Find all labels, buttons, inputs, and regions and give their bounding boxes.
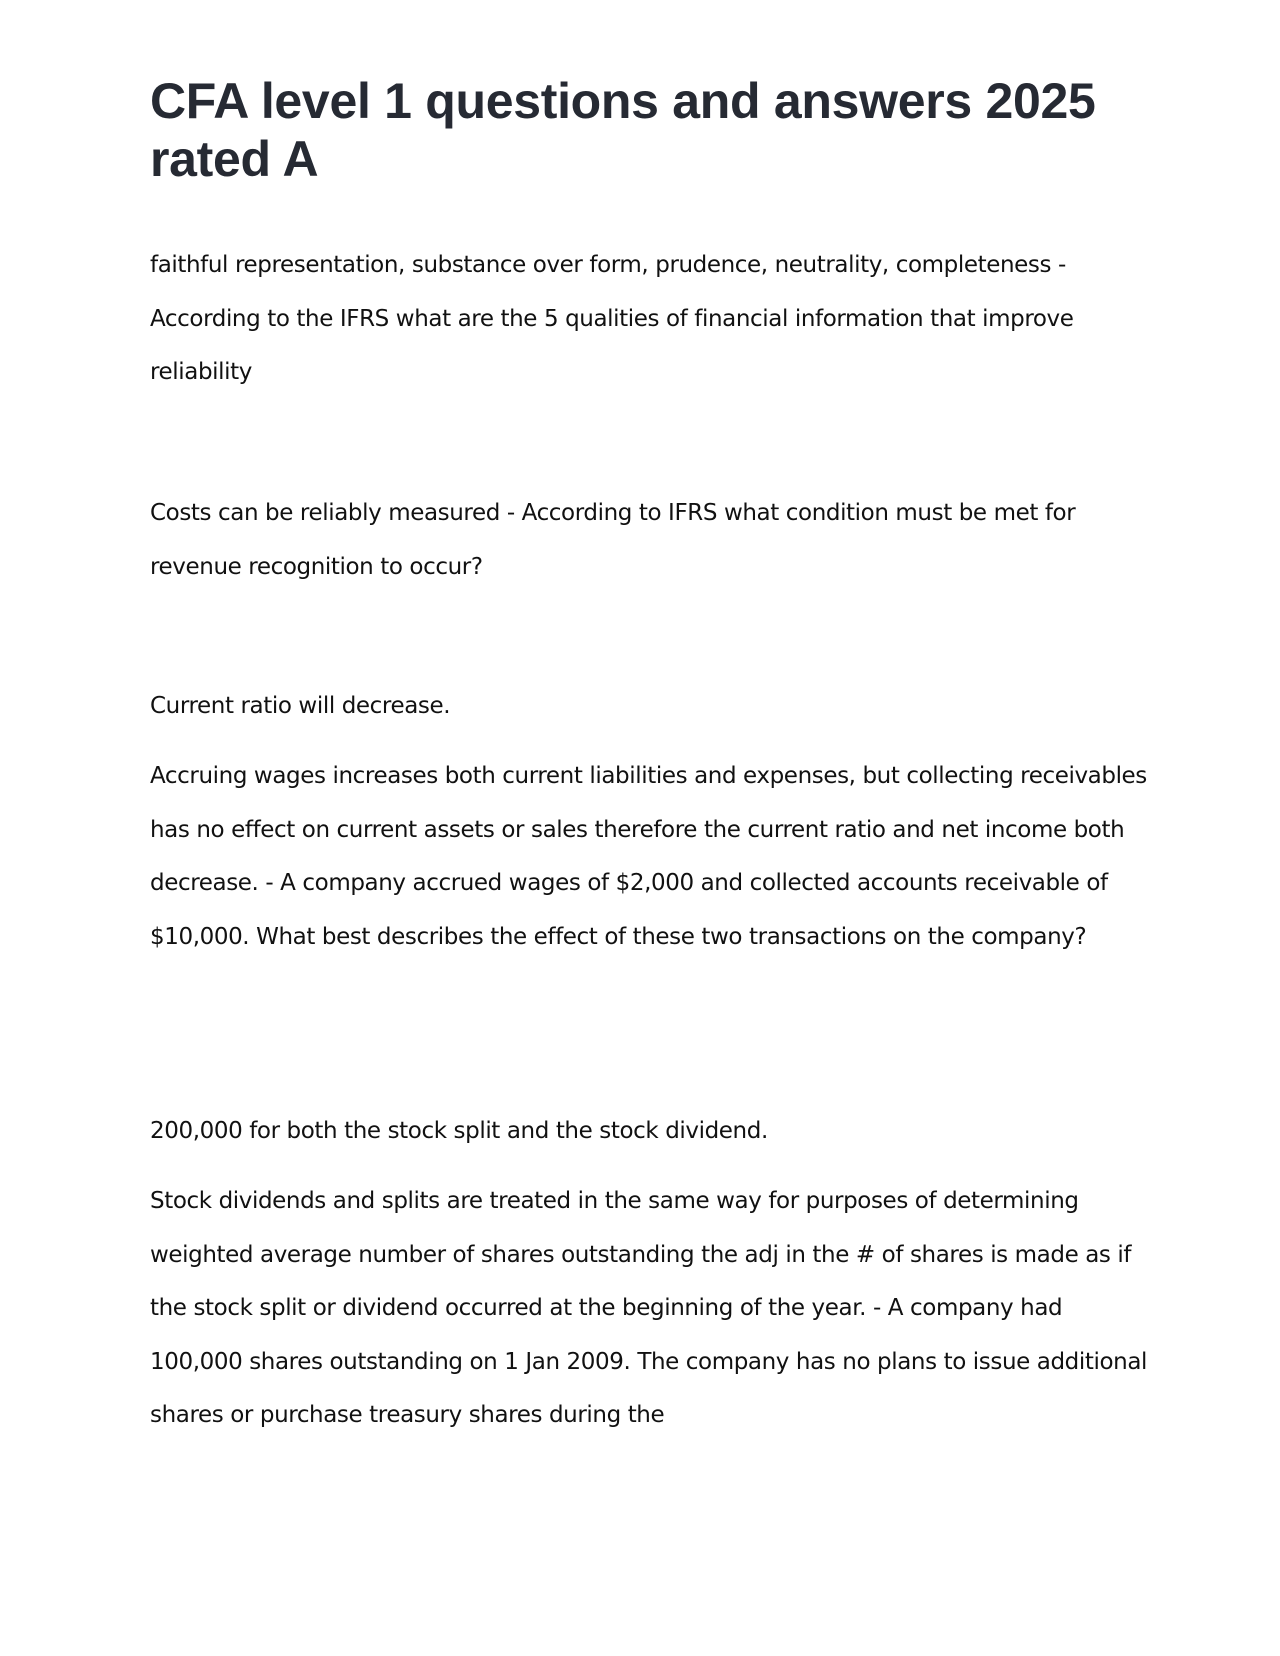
qa-paragraph-revenue-recognition: Costs can be reliably measured - According to IFRS what condition must be met for revenue recognition to occur?	[150, 500, 1076, 580]
document-title: CFA level 1 questions and answers 2025 rated A	[150, 73, 1096, 187]
qa-paragraph-reliability: faithful representation, substance over form, prudence, neutrality, completeness - According to the IFRS what are the 5 qualities of financial information that improve reliability	[150, 252, 1074, 385]
qa-answer-stock-split: 200,000 for both the stock split and the stock dividend.	[150, 1118, 768, 1144]
qa-answer-current-ratio: Current ratio will decrease.	[150, 693, 451, 719]
qa-paragraph-accrued-wages: Accruing wages increases both current liabilities and expenses, but collecting receivables has no effect on current assets or sales therefore the current ratio and net income both decrease. - A company accrued wages of $2,000 and collected accounts receivable of $10,000. What best describes the effect of these two transactions on the company?	[150, 763, 1147, 950]
qa-paragraph-stock-dividends: Stock dividends and splits are treated in the same way for purposes of determining weighted average number of shares outstanding the adj in the # of shares is made as if the stock split or dividend occurred at the beginning of the year. - A company had 100,000 shares outstanding on 1 Jan 2009. The company has no plans to issue additional shares or purchase treasury shares during the	[150, 1188, 1148, 1428]
